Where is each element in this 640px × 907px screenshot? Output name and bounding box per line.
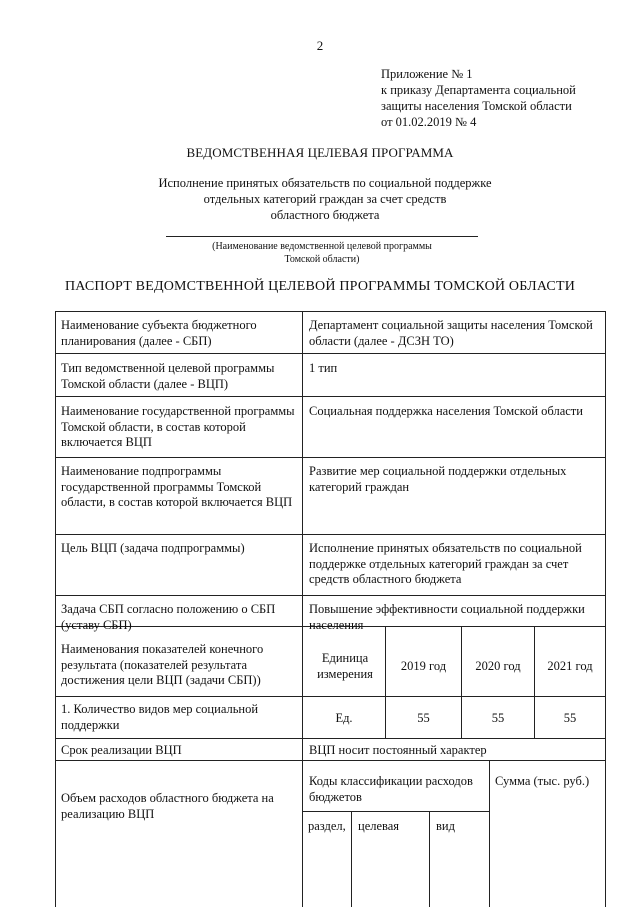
year-header-2020: 2020 год [475, 659, 521, 673]
indicator-value-2020: 55 [491, 711, 505, 725]
row-label: Тип ведомственной целевой программы Томской области (далее - ВЦП) [61, 361, 275, 391]
sub-header-target: целевая [358, 819, 400, 833]
table-row-divider [55, 457, 606, 458]
table-row-divider [55, 396, 606, 397]
budget-label: Объем расходов областного бюджета на реализацию ВЦП [61, 791, 274, 821]
table-column-divider [302, 311, 303, 907]
table-row-divider [55, 353, 606, 354]
row-label: Наименование субъекта бюджетного планирования (далее - СБП) [61, 318, 257, 348]
indicator-value-2021: 55 [563, 711, 577, 725]
appendix-line: от 01.02.2019 № 4 [381, 115, 477, 129]
term-value: ВЦП носит постоянный характер [309, 743, 487, 757]
table-row-divider [55, 595, 606, 596]
appendix-block [381, 66, 616, 130]
table-row-divider [302, 811, 489, 812]
sub-header-type: вид [436, 819, 455, 833]
unit-header: Единица измерения [317, 651, 373, 681]
program-name-line: отдельных категорий граждан за счет средств [203, 192, 447, 206]
program-name-line: Исполнение принятых обязательств по социальной поддержке [158, 176, 492, 190]
year-header-2021: 2021 год [547, 659, 593, 673]
term-label: Срок реализации ВЦП [61, 743, 182, 757]
indicators-label: Наименования показателей конечного результата (показателей результата достижения цели ВЦП (задачи СБП)) [61, 642, 264, 687]
page-number: 2 [316, 38, 324, 53]
table-column-divider [429, 811, 430, 907]
appendix-line: к приказу Департамента социальной [381, 83, 576, 97]
table-row-divider [55, 738, 606, 739]
sub-header-section: раздел, [308, 819, 346, 833]
indicator-row-label: 1. Количество видов мер социальной поддержки [61, 702, 259, 732]
indicator-unit: Ед. [335, 711, 353, 725]
row-value: Департамент социальной защиты населения Томской области (далее - ДСЗН ТО) [309, 318, 593, 348]
table-row-divider [55, 311, 606, 312]
appendix-line: защиты населения Томской области [381, 99, 572, 113]
row-label: Наименование подпрограммы государственной программы Томской области, в состав которой включается ВЦП [61, 464, 293, 509]
row-label: Цель ВЦП (задача подпрограммы) [61, 541, 245, 555]
table-border-left [55, 311, 56, 907]
table-row-divider [55, 760, 606, 761]
row-value: Социальная поддержка населения Томской области [309, 404, 583, 418]
program-caption [166, 240, 478, 266]
passport-table [55, 311, 606, 907]
caption-line: (Наименование ведомственной целевой программы [212, 241, 432, 252]
program-name-rule [166, 236, 478, 237]
caption-line: Томской области) [284, 254, 360, 265]
table-row-divider [55, 534, 606, 535]
row-value: Повышение эффективности социальной поддержки населения [309, 602, 585, 632]
indicator-value-2019: 55 [417, 711, 430, 725]
sum-header: Сумма (тыс. руб.) [495, 774, 590, 788]
table-border-right [605, 311, 606, 907]
row-value: 1 тип [309, 361, 338, 375]
program-name-line: областного бюджета [270, 208, 380, 222]
row-value: Развитие мер социальной поддержки отдельных категорий граждан [309, 464, 567, 494]
program-name [120, 175, 530, 223]
passport-title: ПАСПОРТ ВЕДОМСТВЕННОЙ ЦЕЛЕВОЙ ПРОГРАММЫ ТОМСКОЙ ОБЛАСТИ [64, 279, 576, 294]
year-header-2019: 2019 год [400, 659, 447, 673]
table-column-divider [489, 760, 490, 907]
appendix-line: Приложение № 1 [381, 67, 473, 81]
table-row-divider [55, 696, 606, 697]
row-value: Исполнение принятых обязательств по социальной поддержке отдельных категорий граждан за счет средств областного бюджета [309, 541, 582, 586]
row-label: Наименование государственной программы Томской области, в состав которой включается ВЦП [61, 404, 295, 449]
document-title: ВЕДОМСТВЕННАЯ ЦЕЛЕВАЯ ПРОГРАММА [186, 145, 454, 160]
codes-header: Коды классификации расходов бюджетов [309, 774, 473, 804]
row-label: Задача СБП согласно положению о СБП (уставу СБП) [61, 602, 276, 632]
